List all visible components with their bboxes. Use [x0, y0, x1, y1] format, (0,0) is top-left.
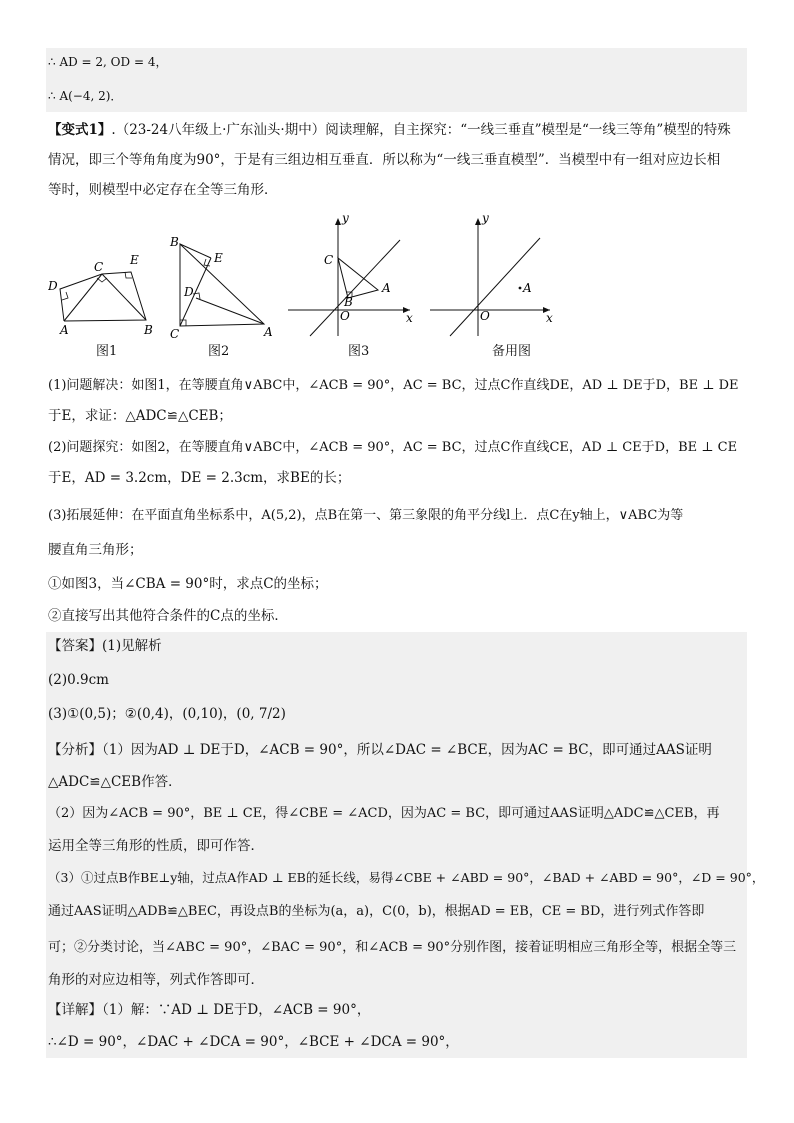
fig1-label-d: D	[48, 279, 58, 293]
variant-title: 【变式1】	[48, 122, 112, 138]
q3-line-a: (3)拓展延伸：在平面直角坐标系中，A(5,2)，点B在第一、第三象限的角平分线l上．点C在y轴上，∨ABC为等	[48, 508, 684, 523]
q2-line-b: 于E，AD = 3.2cm，DE = 2.3cm，求BE的长；	[48, 470, 351, 486]
fig2-label-e: E	[214, 251, 223, 265]
analysis-line-7: 角形的对应边相等，列式作答即可．	[48, 972, 264, 988]
q3-line-d: ②直接写出其他符合条件的C点的坐标．	[48, 608, 288, 624]
caption-fig3: 图3	[348, 344, 370, 359]
q3-line-c: ①如图3，当∠CBA = 90°时，求点C的坐标；	[48, 576, 328, 592]
analysis-line-6: 可；②分类讨论，当∠ABC = 90°，∠BAC = 90°，和∠ACB = 90°分别作图，接着证明相应三角形全等，根据全等三	[48, 940, 737, 955]
caption-fig2: 图2	[208, 344, 230, 359]
fig4-label-o: O	[480, 309, 490, 323]
fig1-label-c: C	[94, 260, 104, 274]
q1-line-a: (1)问题解决：如图1，在等腰直角∨ABC中，∠ACB = 90°，AC = BC，过点C作直线DE，AD ⊥ DE于D，BE ⊥ DE	[48, 378, 739, 393]
top-line-2: ∴ A(−4, 2)．	[48, 89, 123, 103]
fig1-label-b: B	[144, 323, 153, 334]
q3-line-b: 腰直角三角形；	[48, 542, 143, 558]
figure-3	[286, 212, 422, 338]
variant-line-1	[48, 120, 731, 140]
fig3-label-a: A	[382, 281, 391, 295]
fig3-label-b: B	[344, 295, 353, 309]
q2-line-a: (2)问题探究：如图2，在等腰直角∨ABC中，∠ACB = 90°，AC = BC，过点C作直线CE，AD ⊥ CE于D，BE ⊥ CE	[48, 440, 738, 455]
fig1-label-e: E	[130, 253, 139, 267]
figure-2	[166, 234, 278, 340]
fig4-label-a: A	[523, 281, 532, 295]
fig2-label-d: D	[184, 285, 194, 299]
caption-fig1: 图1	[96, 344, 118, 359]
figure-backup	[430, 212, 560, 338]
detail-line-0: 【详解】（1）解：∵AD ⊥ DE于D，∠ACB = 90°，	[48, 1002, 371, 1018]
variant-line-3: 等时，则模型中必定存在全等三角形．	[48, 182, 278, 198]
answer-line-0: 【答案】(1)见解析	[48, 638, 162, 654]
fig3-label-y: y	[342, 212, 349, 225]
figure-1	[48, 248, 166, 334]
answer-line-1: (2)0.9cm	[48, 672, 109, 688]
analysis-line-0: 【分析】（1）因为AD ⊥ DE于D，∠ACB = 90°，所以∠DAC = ∠BCE，因为AC = BC，即可通过AAS证明	[48, 742, 712, 758]
variant-line-2: 情况，即三个等角角度为90°，于是有三组边相互垂直．所以称为“一线三垂直模型”．当模型中有一组对应边长相	[48, 152, 721, 168]
fig2-label-b: B	[170, 235, 179, 249]
fig3-label-o: O	[340, 309, 350, 323]
answer-line-2: (3)①(0,5)；②(0,4)，(0,10)，(0, 7/2)	[48, 706, 286, 722]
analysis-line-1: △ADC≌△CEB作答．	[48, 774, 182, 790]
fig2-label-a: A	[264, 325, 273, 339]
variant-source: .（23-24八年级上·广东汕头·期中）阅读理解，自主探究：“一线三垂直”模型是“一线三等角”模型的特殊	[111, 122, 731, 138]
fig3-label-x: x	[406, 311, 413, 325]
fig3-label-c: C	[324, 253, 334, 267]
caption-backup: 备用图	[492, 344, 532, 359]
analysis-line-4: （3）①过点B作BE⊥y轴，过点A作AD ⊥ EB的延长线，易得∠CBE + ∠ABD = 90°，∠BAD + ∠ABD = 90°，∠D = 90°，	[48, 870, 765, 885]
fig4-label-x: x	[546, 311, 553, 325]
analysis-line-3: 运用全等三角形的性质，即可作答．	[48, 838, 264, 854]
fig1-label-a: A	[60, 323, 69, 334]
analysis-line-2: （2）因为∠ACB = 90°，BE ⊥ CE，得∠CBE = ∠ACD，因为AC = BC，即可通过AAS证明△ADC≌△CEB，再	[48, 806, 720, 821]
analysis-line-5: 通过AAS证明△ADB≌△BEC，再设点B的坐标为(a，a)，C(0，b)，根据AD = EB，CE = BD，进行列式作答即	[48, 904, 705, 919]
fig4-label-y: y	[482, 212, 489, 225]
q1-line-b: 于E，求证：△ADC≌△CEB；	[48, 408, 232, 424]
top-line-1: ∴ AD = 2, OD = 4，	[48, 55, 168, 69]
fig2-label-c: C	[170, 327, 180, 340]
detail-line-1: ∴∠D = 90°，∠DAC + ∠DCA = 90°，∠BCE + ∠DCA = 90°，	[48, 1034, 459, 1050]
